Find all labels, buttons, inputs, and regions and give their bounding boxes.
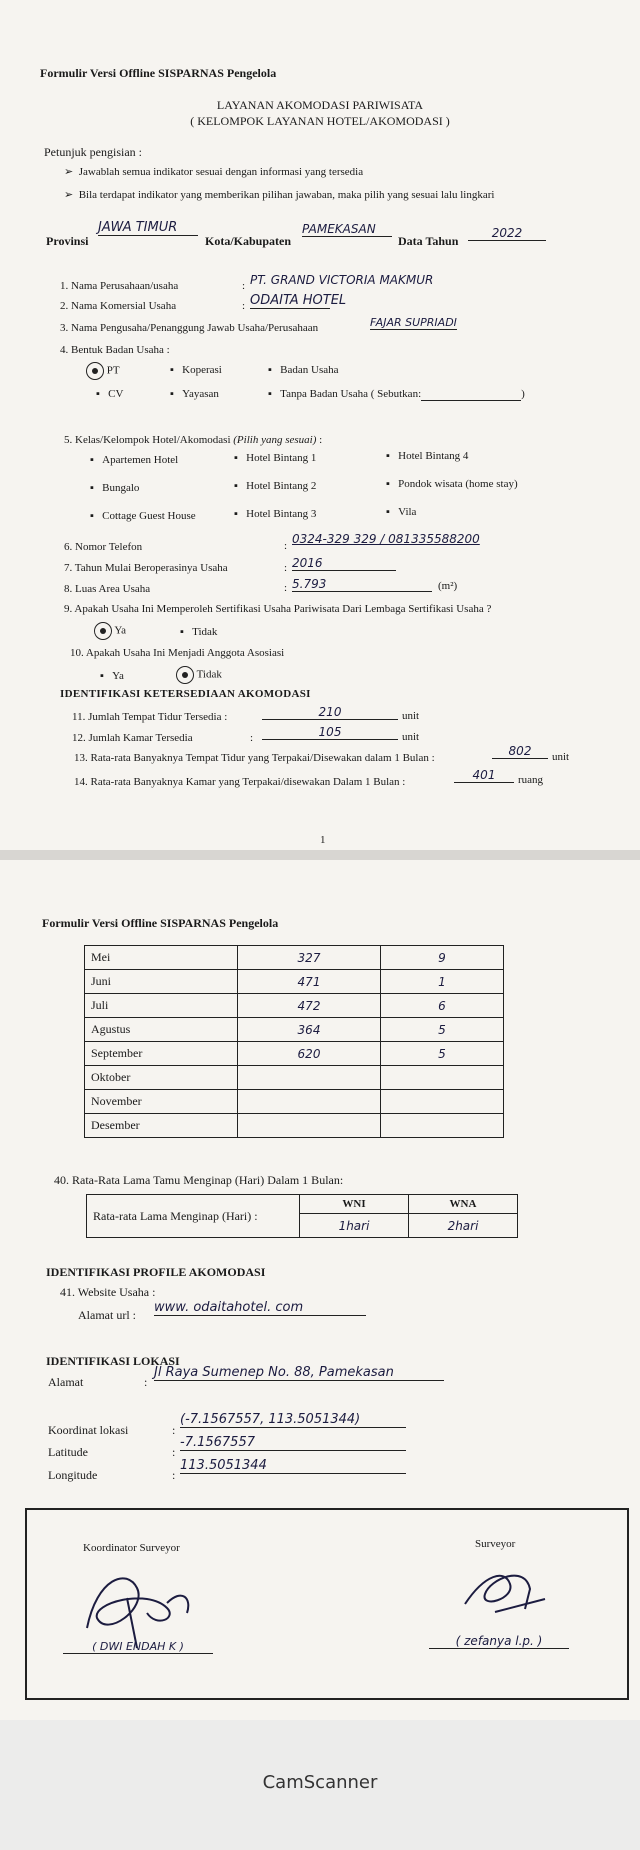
selected-circle-icon <box>176 666 194 684</box>
monthly-row <box>85 1042 504 1066</box>
q41-label: 41. Website Usaha : <box>60 1285 156 1299</box>
month-cell: Juli <box>85 994 238 1018</box>
q5-opt-bintang3: ▪ Hotel Bintang 3 <box>234 508 317 520</box>
q10-yes: ▪ Ya <box>100 670 124 682</box>
q1-value: PT. GRAND VICTORIA MAKMUR <box>250 273 434 287</box>
q8-unit: (m²) <box>438 580 458 592</box>
page-number: 1 <box>320 834 326 846</box>
q5-opt-bungalo: ▪ Bungalo <box>90 482 140 494</box>
q7-value: 2016 <box>292 556 396 571</box>
q4-option-cv: ▪ CV <box>96 388 124 400</box>
q12-unit: unit <box>402 731 420 743</box>
q4-label: 4. Bentuk Badan Usaha : <box>60 344 170 356</box>
q4-option-badan-usaha: ▪ Badan Usaha <box>268 364 339 376</box>
q5-opt-apartemen: ▪ Apartemen Hotel <box>90 454 179 466</box>
monthly-row <box>85 1114 504 1138</box>
form-title-2: ( KELOMPOK LAYANAN HOTEL/AKOMODASI ) <box>190 114 450 128</box>
q8-label: 8. Luas Area Usaha <box>64 583 151 595</box>
month-cell: Desember <box>85 1114 238 1138</box>
wni-value: 1hari <box>300 1214 409 1238</box>
q8-value: 5.793 <box>292 577 432 592</box>
q2-value: ODAITA HOTEL <box>250 293 347 308</box>
month-value-1: 327 <box>238 946 381 970</box>
monthly-row <box>85 994 504 1018</box>
month-value-1 <box>238 1114 381 1138</box>
q9-no: ▪ Tidak <box>180 626 218 638</box>
latitude-label: Latitude <box>48 1445 88 1459</box>
month-value-1: 472 <box>238 994 381 1018</box>
q10-no: Tidak <box>176 666 222 684</box>
instruction-2: ➢ Bila terdapat indikator yang memberikan pilihan jawaban, maka pilih yang sesuai lalu lingkari <box>64 189 495 201</box>
month-value-2 <box>381 1066 504 1090</box>
instructions-label: Petunjuk pengisian : <box>44 145 142 159</box>
stay-table <box>86 1194 518 1238</box>
q13-value: 802 <box>492 744 548 759</box>
month-value-1 <box>238 1090 381 1114</box>
url-label: Alamat url : <box>78 1308 136 1322</box>
q13-unit: unit <box>552 751 570 763</box>
monthly-row <box>85 946 504 970</box>
q9-yes: Ya <box>94 622 126 640</box>
q14-label: 14. Rata-rata Banyaknya Kamar yang Terpakai/disewakan Dalam 1 Bulan : <box>74 776 406 788</box>
q4-option-pt: PT <box>86 362 120 380</box>
selected-circle-icon <box>86 362 104 380</box>
longitude-value: 113.5051344 <box>180 1458 406 1474</box>
q2-label: 2. Nama Komersial Usaha <box>60 300 177 312</box>
q6-value: 0324-329 329 / 081335588200 <box>292 532 480 546</box>
alamat-value: Jl Raya Sumenep No. 88, Pamekasan <box>154 1365 444 1381</box>
q5-opt-bintang1: ▪ Hotel Bintang 1 <box>234 452 317 464</box>
month-cell: Mei <box>85 946 238 970</box>
month-value-1: 471 <box>238 970 381 994</box>
q5-opt-bintang2: ▪ Hotel Bintang 2 <box>234 480 317 492</box>
month-cell: September <box>85 1042 238 1066</box>
provinsi-value: JAWA TIMUR <box>98 220 198 236</box>
section-ketersediaan: IDENTIFIKASI KETERSEDIAAN AKOMODASI <box>60 688 311 700</box>
monthly-row <box>85 970 504 994</box>
koordinat-value: (-7.1567557, 113.5051344) <box>180 1412 406 1428</box>
q3-value: FAJAR SUPRIADI <box>370 316 457 329</box>
month-cell: Juni <box>85 970 238 994</box>
page-gap <box>0 850 640 860</box>
month-value-2 <box>381 1114 504 1138</box>
monthly-row <box>85 1018 504 1042</box>
month-cell: November <box>85 1090 238 1114</box>
alamat-label: Alamat <box>48 1375 84 1389</box>
col-wna: WNA <box>409 1195 518 1214</box>
q5-opt-pondok: ▪ Pondok wisata (home stay) <box>386 478 518 490</box>
month-value-1: 364 <box>238 1018 381 1042</box>
q40-label: 40. Rata-Rata Lama Tamu Menginap (Hari) Dalam 1 Bulan: <box>54 1173 344 1187</box>
kota-label: Kota/Kabupaten <box>205 234 292 248</box>
form-page-1: Formulir Versi Offline SISPARNAS Pengelola LAYANAN AKOMODASI PARIWISATA ( KELOMPOK LAYANAN HOTEL/AKOMODASI ) Petunjuk pengisian : ➢ Jawablah semua indikator sesuai dengan informasi yang tersedia ➢ Bila terdapat indikator yang memberikan pilihan jawaban, maka pilih yang sesuai lalu lingkari Provinsi JAWA TIMUR Kota/Kabupaten PAMEKASAN Data Tahun 2022 1. Nama Perusahaan/usaha : PT. GRAND VICTORIA MAKMUR 2. Nama Komersial Usaha : ODAITA HOTEL 3. Nama Pengusaha/Penanggung Jawab Usaha/Perusahaan FAJAR SUPRIADI 4. Bentuk Badan Usaha : PT ▪ Koperasi ▪ Badan Usaha ▪ CV ▪ Yayasan ▪ Tanpa Badan Usaha ( Sebutkan: ) 5. Kelas/Kelompok Hotel/Akomodasi (Pilih yang sesuai) : ▪ Apartemen Hotel ▪ Hotel Bintang 1 ▪ Hotel Bintang 4 ▪ Bungalo ▪ Hotel Bintang 2 ▪ Pondok wisata (home stay) ▪ Cottage Guest House ▪ Hotel Bintang 3 ▪ Vila 6. Nomor Telefon : 0324-329 329 / 081335588200 7. Tahun Mulai Beroperasinya Usaha : 2016 8. Luas Area Usaha : 5.793 (m²) 9. Apakah Usaha Ini Memperoleh Sertifikasi Usaha Pariwisata Dari Lembaga Sertifikasi Usaha ? Ya ▪ Tidak 10. Apakah Usaha Ini Menjadi Anggota Asosiasi ▪ Ya Tidak IDENTIFIKASI KETERSEDIAAN AKOMODASI 11. Jumlah Tempat Tidur Tersedia : 210 unit 12. Jumlah Kamar Tersedia : 105 unit 13. Rata-rata Banyaknya Tempat Tidur yang Terpakai/Disewakan dalam 1 Bulan : 802 unit 14. Rata-rata Banyaknya Kamar yang Terpakai/disewakan Dalam 1 Bulan : 401 ruang 1 <box>0 0 640 850</box>
q4-option-koperasi: ▪ Koperasi <box>170 364 222 376</box>
form-title-1: LAYANAN AKOMODASI PARIWISATA <box>216 98 424 112</box>
koordinat-label: Koordinat lokasi <box>48 1423 129 1437</box>
q11-value: 210 <box>262 705 398 720</box>
q14-value: 401 <box>454 768 514 783</box>
q5-label: 5. Kelas/Kelompok Hotel/Akomodasi (Pilih yang sesuai) : <box>64 434 323 446</box>
q5-opt-cottage: ▪ Cottage Guest House <box>90 510 196 522</box>
longitude-label: Longitude <box>48 1468 98 1482</box>
surveyor-label: Surveyor <box>475 1538 516 1550</box>
q3-label: 3. Nama Pengusaha/Penanggung Jawab Usaha/Perusahaan <box>60 322 319 334</box>
q1-label: 1. Nama Perusahaan/usaha <box>60 280 179 292</box>
signature-box <box>25 1508 629 1700</box>
q4-option-tanpa: ▪ Tanpa Badan Usaha ( Sebutkan: ) <box>268 388 525 400</box>
surveyor-signature <box>455 1554 555 1624</box>
q5-opt-vila: ▪ Vila <box>386 506 417 518</box>
section-lokasi: IDENTIFIKASI LOKASI <box>46 1354 180 1368</box>
url-value: www. odaitahotel. com <box>154 1300 366 1316</box>
form-header-2: Formulir Versi Offline SISPARNAS Pengelola <box>42 916 279 930</box>
q9-label: 9. Apakah Usaha Ini Memperoleh Sertifikasi Usaha Pariwisata Dari Lembaga Sertifikasi Usaha ? <box>64 603 492 615</box>
scanner-watermark: CamScanner <box>262 1772 378 1793</box>
monthly-row <box>85 1066 504 1090</box>
month-cell: Agustus <box>85 1018 238 1042</box>
form-header: Formulir Versi Offline SISPARNAS Pengelola <box>40 66 277 80</box>
latitude-value: -7.1567557 <box>180 1435 406 1451</box>
form-page-2: Formulir Versi Offline SISPARNAS Pengelola Mei 327 9 Juni 471 1 Juli 472 6 Agustus 364 5 September 620 5 Oktober November Desember 40. Rata-Rata Lama Tamu Menginap (Hari) Dalam 1 Bulan: Rata-rata Lama Menginap (Hari) : WNI WNA 1hari 2hari IDENTIFIKASI PROFILE AKOMODASI 41. Website Usaha : Alamat url : www. odaitahotel. com IDENTIFIKASI LOKASI Alamat : Jl Raya Sumenep No. 88, Pamekasan Koordinat lokasi : (-7.1567557, 113.5051344) Latitude : -7.1567557 Longitude : 113.5051344 <box>0 860 640 1720</box>
month-value-2: 6 <box>381 994 504 1018</box>
month-cell: Oktober <box>85 1066 238 1090</box>
month-value-2: 9 <box>381 946 504 970</box>
q6-label: 6. Nomor Telefon <box>64 541 143 553</box>
selected-circle-icon <box>94 622 112 640</box>
month-value-2: 5 <box>381 1042 504 1066</box>
section-profile: IDENTIFIKASI PROFILE AKOMODASI <box>46 1265 266 1279</box>
kota-value: PAMEKASAN <box>302 222 392 237</box>
stay-row-label: Rata-rata Lama Menginap (Hari) : <box>87 1195 300 1238</box>
q12-value: 105 <box>262 725 398 740</box>
q5-opt-bintang4: ▪ Hotel Bintang 4 <box>386 450 469 462</box>
month-value-1 <box>238 1066 381 1090</box>
q10-label: 10. Apakah Usaha Ini Menjadi Anggota Asosiasi <box>70 647 285 659</box>
col-wni: WNI <box>300 1195 409 1214</box>
month-value-2: 1 <box>381 970 504 994</box>
tahun-value: 2022 <box>468 226 546 241</box>
coord-surveyor-label: Koordinator Surveyor <box>83 1542 180 1554</box>
surveyor-name: ( zefanya l.p. ) <box>429 1634 569 1649</box>
q12-label: 12. Jumlah Kamar Tersedia <box>72 732 193 744</box>
q7-label: 7. Tahun Mulai Beroperasinya Usaha <box>64 562 228 574</box>
q11-label: 11. Jumlah Tempat Tidur Tersedia : <box>72 711 228 723</box>
tahun-label: Data Tahun <box>398 234 459 248</box>
q4-option-yayasan: ▪ Yayasan <box>170 388 219 400</box>
wna-value: 2hari <box>409 1214 518 1238</box>
q14-unit: ruang <box>518 774 544 786</box>
monthly-table <box>84 945 504 1138</box>
coord-surveyor-name: ( DWI ENDAH K ) <box>63 1640 213 1654</box>
month-value-1: 620 <box>238 1042 381 1066</box>
provinsi-label: Provinsi <box>46 234 89 248</box>
monthly-row <box>85 1090 504 1114</box>
instruction-1: ➢ Jawablah semua indikator sesuai dengan informasi yang tersedia <box>64 166 364 178</box>
month-value-2: 5 <box>381 1018 504 1042</box>
q11-unit: unit <box>402 710 420 722</box>
q13-label: 13. Rata-rata Banyaknya Tempat Tidur yang Terpakai/Disewakan dalam 1 Bulan : <box>74 752 435 764</box>
month-value-2 <box>381 1090 504 1114</box>
